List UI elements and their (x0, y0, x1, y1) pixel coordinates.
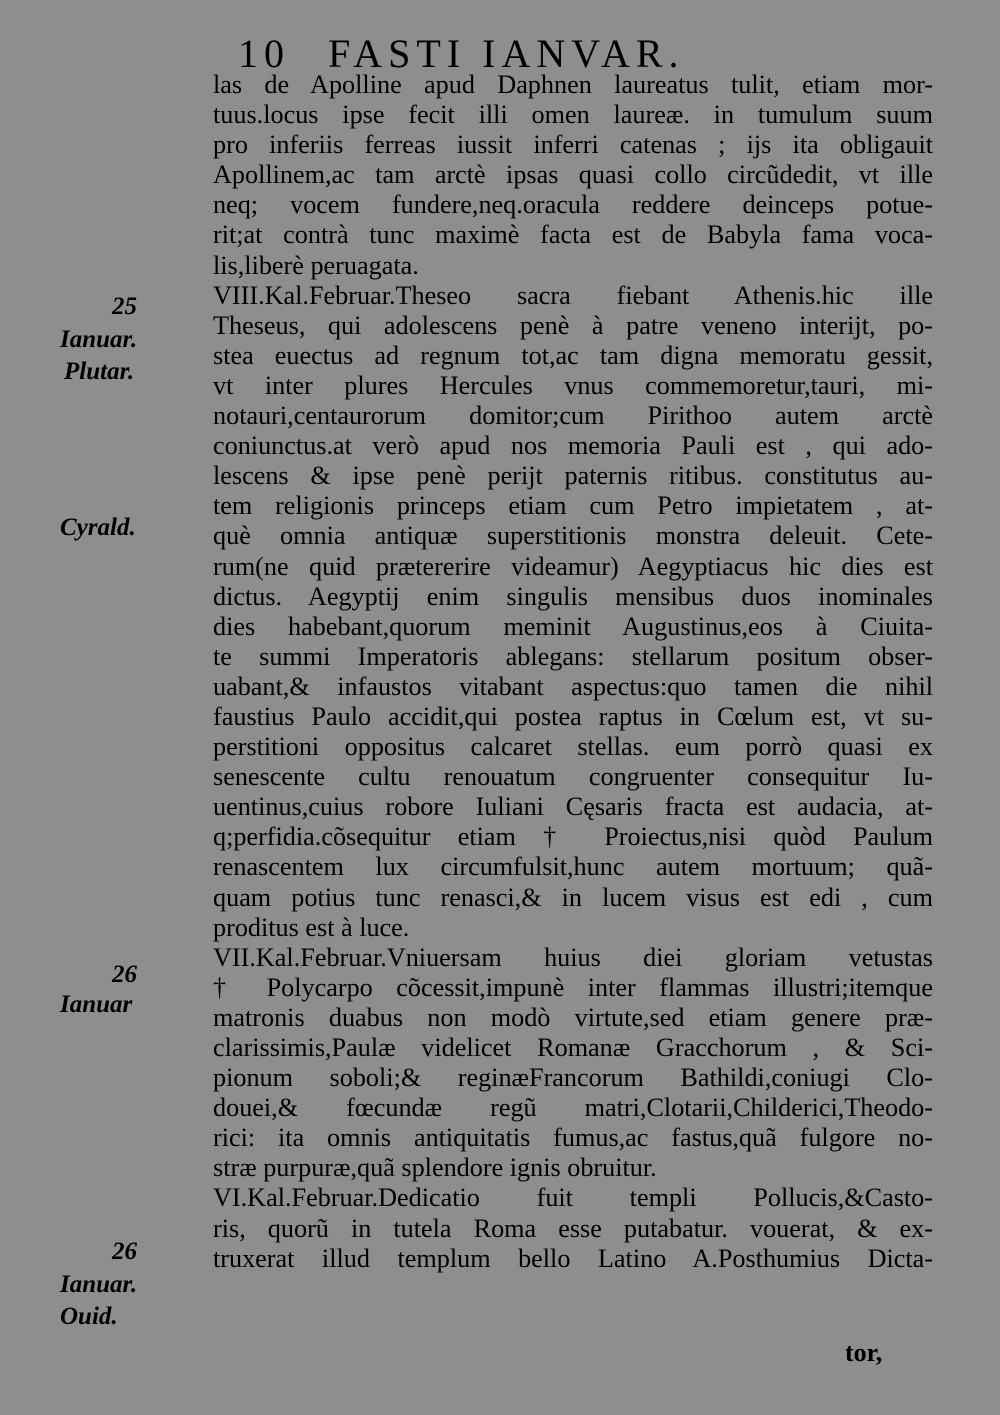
text-line: truxerat illud templum bello Latino A.Posthumius Dicta- (213, 1243, 933, 1273)
text-line: Theseus, qui adolescens penè à patre veneno interijt, po- (213, 310, 933, 340)
text-line: pionum soboli;& reginæFrancorum Bathildi,coniugi Clo- (213, 1063, 933, 1093)
text-line: perstitioni oppositus calcaret stellas. eum porrò quasi ex (213, 732, 933, 762)
margin-note: Ianuar. (60, 326, 138, 353)
margin-note: 25 (112, 293, 137, 320)
text-line: vt inter plures Hercules vnus commemoretur,tauri, mi- (213, 370, 933, 400)
text-line: notauri,centaurorum domitor;cum Pirithoo autem arctè (213, 401, 933, 431)
text-line: stea euectus ad regnum tot,ac tam digna memoratu gessit, (213, 340, 933, 370)
text-line: dies habebant,quorum meminit Augustinus,eos à Ciuita- (213, 611, 933, 641)
running-title: FASTI IANVAR. (328, 31, 685, 76)
text-line: rici: ita omnis antiquitatis fumus,ac fastus,quã fulgore no- (213, 1123, 933, 1153)
text-line: uentinus,cuius robore Iuliani Cęsaris fracta est audacia, at- (213, 792, 933, 822)
text-line: VI.Kal.Februar.Dedicatio fuit templi Pollucis,&Casto- (213, 1183, 933, 1213)
text-line: rum(ne quid prætererire videamur) Aegyptiacus hic dies est (213, 551, 933, 581)
text-line: VII.Kal.Februar.Vniuersam huius diei gloriam vetustas (213, 942, 933, 972)
text-line: clarissimis,Paulæ videlicet Romanæ Gracchorum , & Sci- (213, 1033, 933, 1062)
text-line: douei,& fœcundæ regũ matri,Clotarii,Childerici,Theodo- (213, 1093, 933, 1123)
text-line: te summi Imperatoris ablegans: stellarum positum obser- (213, 641, 933, 671)
text-line: dictus. Aegyptij enim singulis mensibus duos inominales (213, 581, 933, 611)
text-line: rit;at contrà tunc maximè facta est de Babyla fama voca- (213, 220, 933, 250)
text-line: las de Apolline apud Daphnen laureatus tulit, etiam mor- (213, 70, 933, 99)
text-line: stræ purpuræ,quã splendore ignis obruitur. (213, 1153, 657, 1183)
text-line: † Polycarpo cõcessit,impunè inter flammas illustri;itemque (213, 972, 933, 1002)
text-line: lis,liberè peruagata. (213, 250, 419, 280)
text-line: neq; vocem fundere,neq.oracula reddere deinceps potue- (213, 190, 933, 220)
text-line: VIII.Kal.Februar.Theseo sacra fiebant Athenis.hic ille (213, 280, 933, 310)
text-line: renascentem lux circumfulsit,hunc autem mortuum; quã- (213, 852, 933, 882)
catchword: tor, (845, 1338, 883, 1367)
text-line: coniunctus.at verò apud nos memoria Pauli est , qui ado- (213, 431, 933, 461)
page-number: 10 (238, 31, 290, 76)
margin-note: Cyrald. (60, 514, 136, 541)
margin-note: Ianuar (60, 991, 133, 1018)
text-line: uabant,& infaustos vitabant aspectus:quo tamen die nihil (213, 671, 933, 701)
text-line: senescente cultu renouatum congruenter consequitur Iu- (213, 762, 933, 792)
text-line: tem religionis princeps etiam cum Petro impietatem , at- (213, 491, 933, 521)
text-line: ris, quorũ in tutela Roma esse putabatur. vouerat, & ex- (213, 1213, 933, 1243)
text-line: Apollinem,ac tam arctè ipsas quasi collo circũdedit, vt ille (213, 160, 933, 190)
margin-note: Ianuar. (60, 1271, 138, 1298)
margin-note: Ouid. (60, 1303, 118, 1330)
text-line: pro inferiis ferreas iussit inferri catenas ; ijs ita obligauit (213, 130, 933, 160)
text-line: matronis duabus non modò virtute,sed etiam genere præ- (213, 1002, 933, 1032)
text-line: proditus est à luce. (213, 912, 410, 942)
margin-note: 26 (112, 1238, 137, 1265)
text-line: faustius Paulo accidit,qui postea raptus in Cœlum est, vt su- (213, 701, 933, 731)
text-line: què omnia antiquæ superstitionis monstra deleuit. Cete- (213, 521, 933, 551)
margin-note: 26 (112, 961, 137, 988)
text-line: quam potius tunc renasci,& in lucem visus est edi , cum (213, 882, 933, 912)
main-text-block (213, 70, 933, 1274)
text-line: tuus.locus ipse fecit illi omen laureæ. in tumulum suum (213, 100, 933, 130)
text-line: q;perfidia.cõsequitur etiam † Proiectus,nisi quòd Paulum (213, 822, 933, 852)
margin-note: Plutar. (64, 358, 135, 385)
text-line: lescens & ipse penè perijt paternis ritibus. constitutus au- (213, 461, 933, 491)
